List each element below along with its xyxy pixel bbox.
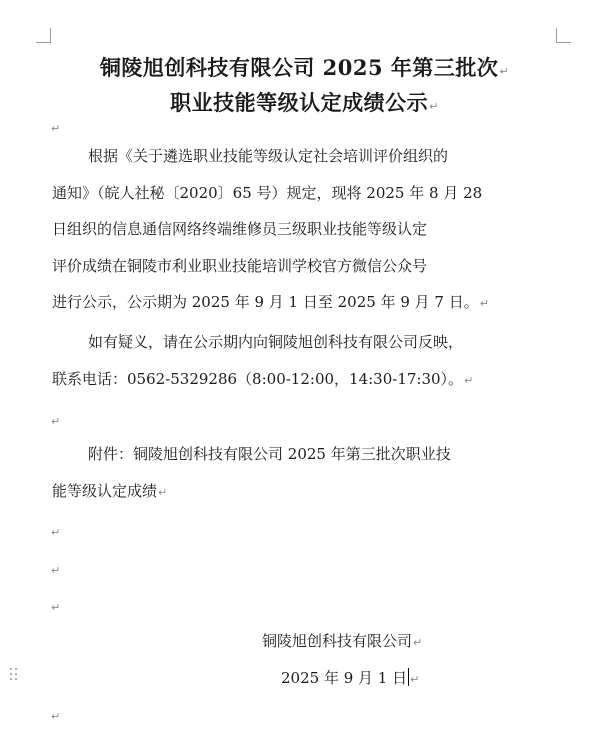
paragraph-mark-icon: ↵ bbox=[51, 710, 61, 723]
paragraph-line: 评价成绩在铜陵市利业职业技能培训学校官方微信公众号 bbox=[52, 256, 428, 275]
paragraph-mark-icon: ↵ bbox=[51, 564, 61, 577]
paragraph-mark-icon: ↵ bbox=[479, 297, 489, 310]
paragraph-notice bbox=[52, 138, 552, 321]
crop-mark-top-right bbox=[556, 28, 571, 43]
paragraph-contact bbox=[52, 324, 552, 397]
paragraph-line-last: 联系电话：0562-5329286（8:00-12:00，14:30-17:30）。↵ bbox=[52, 369, 474, 388]
document-title-line-1: 铜陵旭创科技有限公司 2025 年第三批次↵ bbox=[99, 55, 510, 80]
paragraph-line-last: 能等级认定成绩↵ bbox=[52, 481, 168, 500]
paragraph-mark-icon: ↵ bbox=[429, 100, 439, 113]
paragraph-mark-icon: ↵ bbox=[51, 601, 61, 614]
paragraph-mark-icon: ↵ bbox=[499, 65, 510, 78]
paragraph-line-last: 进行公示，公示期为 2025 年 9 月 1 日至 2025 年 9 月 7 日。↵ bbox=[52, 293, 489, 311]
drag-handle-icon[interactable] bbox=[10, 668, 20, 682]
paragraph-mark-icon: ↵ bbox=[413, 636, 423, 649]
paragraph-line: 日组织的信息通信网络终端维修员三级职业技能等级认定 bbox=[52, 220, 428, 238]
text-cursor bbox=[408, 668, 409, 686]
document-title-line-2: 职业技能等级认定成绩公示↵ bbox=[170, 90, 439, 115]
paragraph-mark-icon: ↵ bbox=[51, 526, 61, 539]
crop-mark-top-left bbox=[36, 28, 51, 43]
paragraph-mark-icon: ↵ bbox=[51, 415, 61, 428]
paragraph-mark-icon: ↵ bbox=[464, 373, 474, 387]
signature-date: 2025 年 9 月 1 日 ↵ bbox=[281, 669, 420, 687]
paragraph-mark-icon: ↵ bbox=[410, 673, 420, 686]
paragraph-line: 根据《关于遴选职业技能等级认定社会培训评价组织的 bbox=[88, 147, 449, 165]
paragraph-line: 附件：铜陵旭创科技有限公司 2025 年第三批次职业技 bbox=[88, 445, 451, 463]
paragraph-mark-icon: ↵ bbox=[158, 485, 168, 499]
signature-company: 铜陵旭创科技有限公司↵ bbox=[262, 632, 423, 650]
paragraph-mark-icon: ↵ bbox=[51, 122, 61, 135]
paragraph-attachment bbox=[52, 436, 552, 509]
paragraph-line: 通知》（皖人社秘〔2020〕65 号）规定，现将 2025 年 8 月 28 bbox=[52, 183, 483, 202]
paragraph-line: 如有疑义，请在公示期内向铜陵旭创科技有限公司反映， bbox=[88, 333, 464, 351]
